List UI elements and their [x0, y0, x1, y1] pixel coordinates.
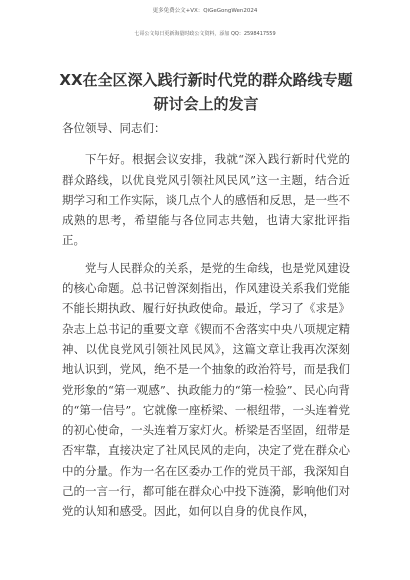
document-body: [62, 118, 350, 522]
paragraph-2: 党与人民群众的关系，是党的生命线，也是党风建设的核心命题。总书记曾深刻指出，作风建设关系我们党能不能长期执政、履行好执政使命。最近，学习了《求是》杂志上总书记的重要文章《锲而不舍落实中央八项规定精神、以优良党风引领社风民风》，这篇文章让我再次深刻地认识到，党风，绝不是一个抽象的政治符号，而是我们党形象的“第一观感”、执政能力的“第一检验”、民心向背的“第一信号”。它就像一座桥梁、一根纽带，一头连着党的初心使命，一头连着万家灯火。桥梁是否坚固，纽带是否牢靠，直接决定了社风民风的走向，决定了党在群众心中的分量。作为一名在区委办工作的党员干部，我深知自己的一言一行，都可能在群众心中投下涟漪，影响他们对党的认知和感受。因此，如何以自身的优良作风，: [62, 260, 351, 519]
paragraph-1: 下午好。根据会议安排，我就“深入践行新时代党的群众路线，以优良党风引领社风民风”这一主题，结合近期学习和工作实际，谈几点个人的感悟和反思，是一些不成熟的思考，希望能与各位同志共勉，也请大家批评指正。: [62, 152, 350, 248]
top-banner: 更多免费公文+VX：QiGeGongWen2024: [152, 8, 258, 14]
salutation: 各位领导、同志们：: [62, 121, 166, 135]
sub-banner-notice: 七哥公文每日更新海量时政公文资料，添加 QQ：2598417559: [134, 31, 276, 37]
document-title: XX在全区深入践行新时代党的群众路线专题研讨会上的发言: [59, 71, 353, 113]
